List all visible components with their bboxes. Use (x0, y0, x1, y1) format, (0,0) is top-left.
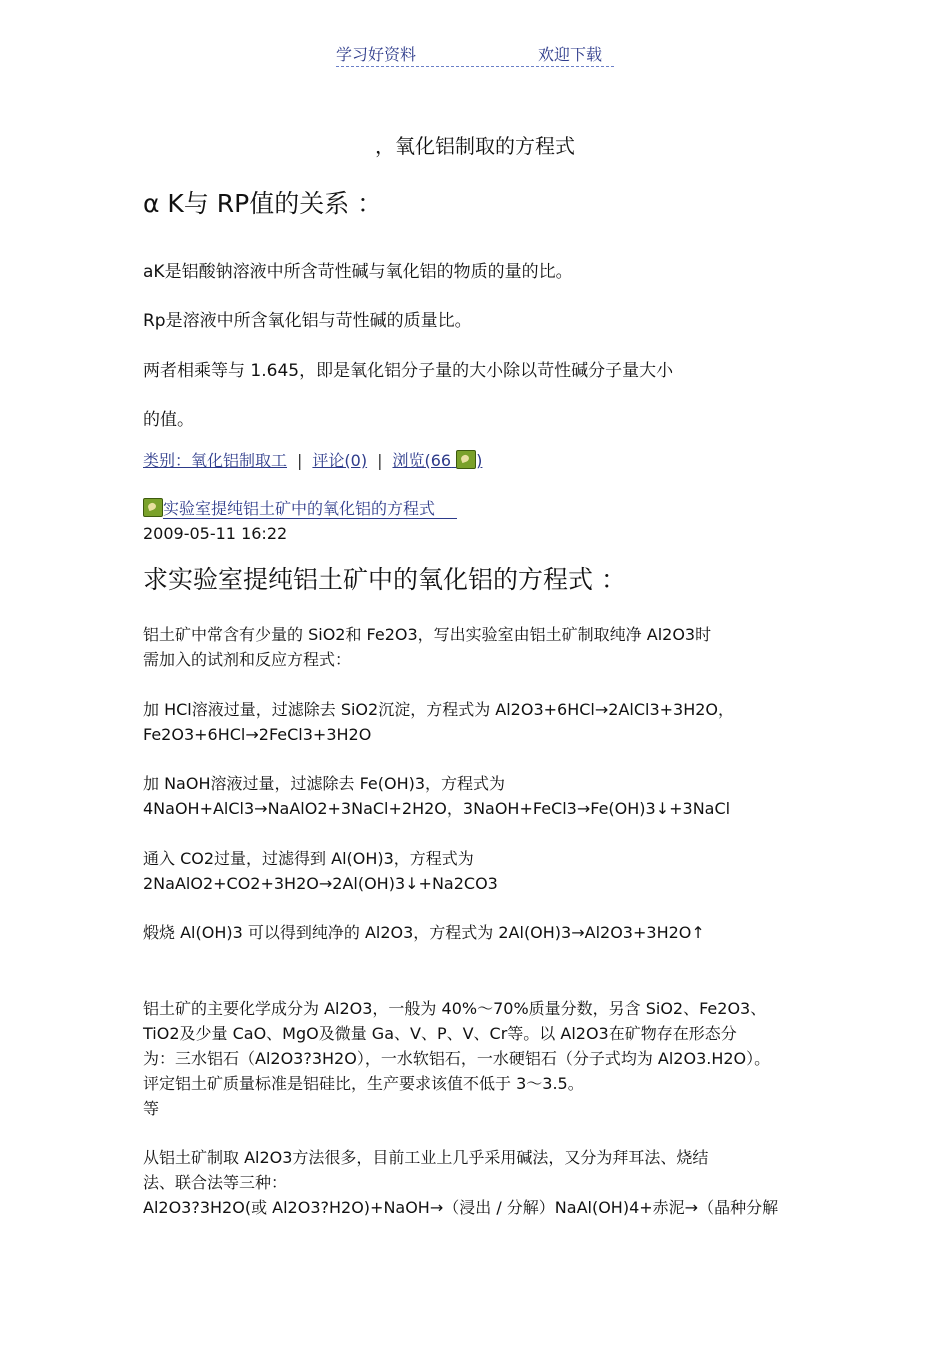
paragraph-rp: Rp是溶液中所含氧化铝与苛性碱的质量比。 (143, 311, 472, 331)
text-line: 法、联合法等三种： (143, 1173, 288, 1192)
text-line: Al2O3?3H2O(或 Al2O3?H2O)+NaOH→（浸出 / 分解）NaAl(OH)4+赤泥→（晶种分解 (143, 1198, 779, 1217)
paragraph-product-end: 的值。 (143, 410, 194, 430)
text-line: 评定铝土矿质量标准是铝硅比，生产要求该值不低于 3～3.5。 (143, 1074, 584, 1093)
paragraph-product: 两者相乘等与 1.645，即是氧化铝分子量的大小除以苛性碱分子量大小 (143, 361, 674, 381)
text-line: 煅烧 Al(OH)3 可以得到纯净的 Al2O3，方程式为 2Al(OH)3→Al2O3+3H2O↑ (143, 923, 705, 942)
meta-separator: | (377, 451, 383, 470)
views-link[interactable] (392, 451, 482, 470)
views-close: ) (476, 451, 483, 470)
step-hcl (143, 697, 734, 747)
comments-link[interactable]: 评论(0) (312, 451, 368, 470)
header-left-text: 学习好资料 (336, 45, 417, 64)
composition-paragraph (143, 996, 770, 1121)
text-line: 2NaAlO2+CO2+3H2O→2Al(OH)3↓+Na2CO3 (143, 874, 498, 893)
text-line: 铝土矿的主要化学成分为 Al2O3，一般为 40%～70%质量分数，另含 SiO2、Fe2O3、 (143, 999, 767, 1018)
text-line: 等 (143, 1099, 160, 1118)
question-paragraph (143, 622, 711, 672)
text-line: 为：三水铝石（Al2O3?3H2O），一水软铝石，一水硬铝石（分子式均为 Al2O3.H2O）。 (143, 1049, 771, 1068)
text-line: TiO2及少量 CaO、MgO及微量 Ga、V、P、V、Cr等。以 Al2O3在矿物存在形态分 (143, 1024, 737, 1043)
method-paragraph (143, 1145, 778, 1220)
paragraph-ak: aK是铝酸钠溶液中所含苛性碱与氧化铝的物质的量的比。 (143, 262, 573, 282)
section-heading-ak-rp: α K与 RP值的关系 ： (143, 189, 383, 218)
post-date: 2009-05-11 16:22 (143, 524, 288, 543)
text-line: 加 NaOH溶液过量，过滤除去 Fe(OH)3，方程式为 (143, 774, 506, 793)
text-line: 4NaOH+AlCl3→NaAlO2+3NaCl+2H2O，3NaOH+FeCl3→Fe(OH)3↓+3NaCl (143, 799, 731, 818)
post-meta-bar (143, 448, 482, 471)
views-count: 浏览(66 (392, 451, 452, 470)
step-co2 (143, 846, 498, 896)
category-link[interactable]: 类别：氧化铝制取工 (143, 451, 288, 470)
meta-separator: | (297, 451, 303, 470)
post-heading: 求实验室提纯铝土矿中的氧化铝的方程式 ： (143, 565, 626, 594)
page-title: ，氧化铝制取的方程式 (375, 134, 575, 158)
page-header (336, 40, 614, 67)
text-line: 需加入的试剂和反应方程式： (143, 650, 352, 669)
text-line: Fe2O3+6HCl→2FeCl3+3H2O (143, 725, 372, 744)
step-naoh (143, 771, 730, 821)
post-title-link[interactable] (143, 496, 457, 519)
text-line: 从铝土矿制取 Al2O3方法很多，目前工业上几乎采用碱法，又分为拜耳法、烧结 (143, 1148, 709, 1167)
blog-icon (456, 450, 476, 469)
step-calcine (143, 920, 705, 945)
text-line: 铝土矿中常含有少量的 SiO2和 Fe2O3，写出实验室由铝土矿制取纯净 Al2O3时 (143, 625, 712, 644)
header-right-text: 欢迎下载 (538, 45, 603, 64)
post-title-text: 实验室提纯铝土矿中的氧化铝的方程式 (163, 499, 457, 519)
blog-icon (143, 498, 163, 517)
text-line: 加 HCl溶液过量，过滤除去 SiO2沉淀，方程式为 Al2O3+6HCl→2AlCl3+3H2O， (143, 700, 735, 719)
text-line: 通入 CO2过量，过滤得到 Al(OH)3，方程式为 (143, 849, 474, 868)
